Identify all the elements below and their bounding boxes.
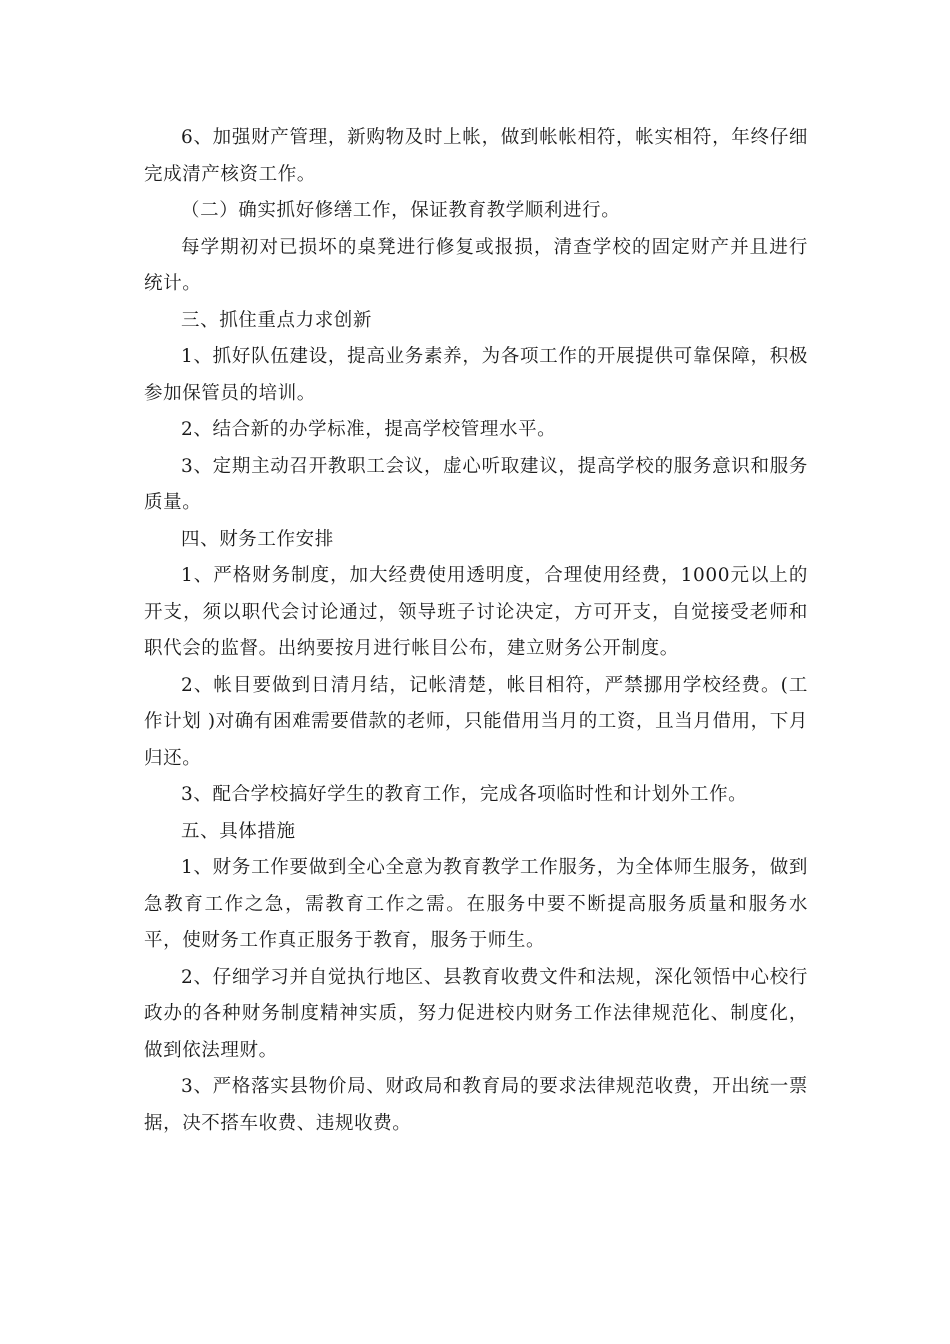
- paragraph-3-3: 3、定期主动召开教职工会议，虚心听取建议，提高学校的服务意识和服务质量。: [144, 455, 808, 513]
- paragraph-4-2: 2、帐目要做到日清月结，记帐清楚，帐目相符，严禁挪用学校经费。(工作计划 )对确有困难需要借款的老师，只能借用当月的工资，且当月借用，下月归还。: [144, 674, 808, 769]
- paragraph-5-1: 1、财务工作要做到全心全意为教育教学工作服务，为全体师生服务，做到急教育工作之急，需教育工作之需。在服务中要不断提高服务质量和服务水平，使财务工作真正服务于教育，服务于师生。: [144, 857, 808, 951]
- paragraph-4-1: 1、严格财务制度，加大经费使用透明度，合理使用经费，1000元以上的开支，须以职代会讨论通过，领导班子讨论决定，方可开支，自觉接受老师和职代会的监督。出纳要按月进行帐目公布，建立财务公开制度。: [144, 565, 808, 659]
- paragraph-3-1: 1、抓好队伍建设，提高业务素养，为各项工作的开展提供可靠保障，积极参加保管员的培训。: [144, 346, 808, 404]
- paragraph-5-3: 3、严格落实县物价局、财政局和教育局的要求法律规范收费，开出统一票据，决不搭车收费、违规收费。: [144, 1076, 808, 1134]
- document-body: [144, 120, 808, 1142]
- section-heading-3: 三、抓住重点力求创新: [181, 309, 373, 331]
- paragraph-3-2: 2、结合新的办学标准，提高学校管理水平。: [181, 419, 557, 440]
- section-heading-4: 四、财务工作安排: [181, 528, 334, 550]
- section-heading-repairs: （二）确实抓好修缮工作，保证教育教学顺利进行。: [181, 200, 621, 221]
- section-heading-5: 五、具体措施: [181, 820, 296, 842]
- paragraph-4-3: 3、配合学校搞好学生的教育工作，完成各项临时性和计划外工作。: [181, 784, 748, 805]
- paragraph-item-6: 6、加强财产管理，新购物及时上帐，做到帐帐相符，帐实相符，年终仔细完成清产核资工作。: [144, 127, 808, 185]
- paragraph-5-2: 2、仔细学习并自觉执行地区、县教育收费文件和法规，深化领悟中心校行政办的各种财务制度精神实质，努力促进校内财务工作法律规范化、制度化，做到依法理财。: [144, 966, 808, 1061]
- paragraph-repairs: 每学期初对已损坏的桌凳进行修复或报损，清查学校的固定财产并且进行统计。: [144, 236, 808, 294]
